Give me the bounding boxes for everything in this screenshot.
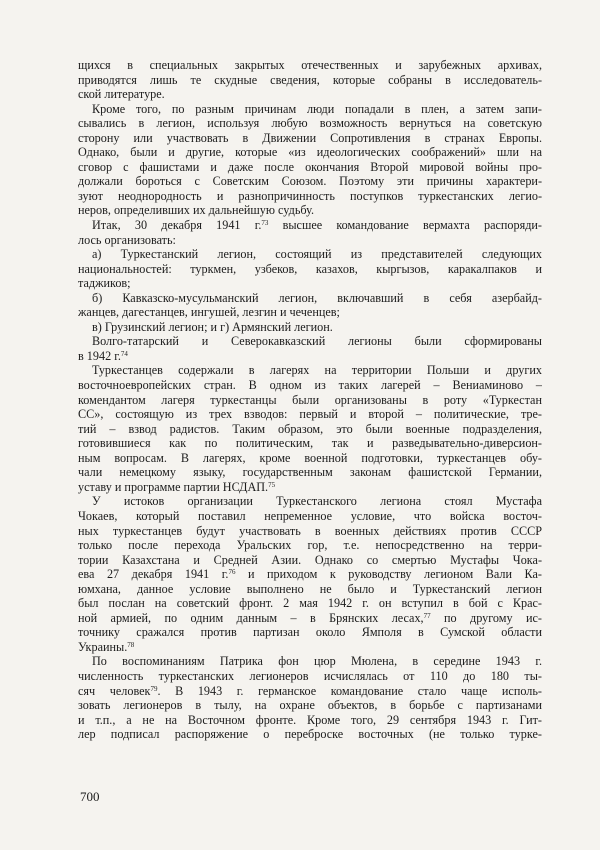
paragraph xyxy=(78,291,542,320)
line-text: уставу и программе партии НСДАП. xyxy=(78,479,269,494)
text-line xyxy=(78,378,542,393)
text-line xyxy=(78,509,542,524)
line-text: По воспоминаниям Патрика фон цюр Мюлена, в середине 1943 г. xyxy=(92,654,542,669)
footnote-ref: 75 xyxy=(268,480,276,489)
text-line xyxy=(78,262,542,277)
line-text: Итак, 30 декабря 1941 г. xyxy=(92,218,262,233)
line-text: национальностей: туркмен, узбеков, казахов, кыргызов, каракалпаков и xyxy=(78,261,542,276)
line-text: а) Туркестанский легион, состоящий из представителей следующих xyxy=(92,247,542,262)
text-line xyxy=(78,582,542,597)
line-text-continued: по другому ис- xyxy=(430,610,542,625)
line-text: зовать легионеров в тылу, на охране объектов, в борьбе с партизанами xyxy=(78,698,542,713)
paragraph xyxy=(78,334,542,363)
paragraph xyxy=(78,363,542,494)
paragraph xyxy=(78,58,542,102)
text-line xyxy=(78,291,542,306)
line-text: щихся в специальных закрытых отечественных и зарубежных архивах, xyxy=(78,58,542,72)
text-line xyxy=(78,393,542,408)
text-line xyxy=(78,160,542,175)
text-line xyxy=(78,640,542,655)
paragraph xyxy=(78,218,542,247)
footnote-ref: 73 xyxy=(261,219,269,228)
line-text: ным вопросам. В лагерях, кроме военной подготовки, туркестанцев обу- xyxy=(78,450,542,465)
line-text: юмхана, данное условие выполнено не было и Туркестанский легион xyxy=(78,581,542,596)
body-text xyxy=(78,58,542,742)
line-text: комендантом лагеря туркестанцы были организованы в роту «Туркестан xyxy=(78,392,542,407)
text-line xyxy=(78,538,542,553)
line-text: лось организовать: xyxy=(78,232,176,247)
text-line xyxy=(78,654,542,669)
text-line xyxy=(78,422,542,437)
line-text: тий – взвод радистов. Таким образом, это были военные подразделения, xyxy=(78,421,542,436)
text-line xyxy=(78,320,542,335)
text-line xyxy=(78,553,542,568)
footnote-ref: 74 xyxy=(120,349,128,358)
text-line xyxy=(78,465,542,480)
line-text: готовившиеся как по политическим, так и разведывательно-диверсион- xyxy=(78,436,542,451)
line-text: У истоков организации Туркестанского легиона стоял Мустафа xyxy=(92,494,542,509)
line-text: таджиков; xyxy=(78,276,131,291)
line-text: сторону или участвовать в Движении Сопротивления в странах Европы. xyxy=(78,130,542,145)
text-line xyxy=(78,87,542,102)
line-text: приводятся лишь те скудные сведения, которые собраны в исследователь- xyxy=(78,72,542,87)
line-text: только после перехода Уральских гор, т.е. непосредственно на терри- xyxy=(78,538,542,553)
line-text-continued: и приходом к руководству легионом Вали Ка- xyxy=(235,567,542,582)
text-line xyxy=(78,684,542,699)
text-line xyxy=(78,276,542,291)
text-line xyxy=(78,407,542,422)
text-line xyxy=(78,524,542,539)
text-line xyxy=(78,567,542,582)
text-line xyxy=(78,189,542,204)
text-line xyxy=(78,247,542,262)
line-text: восточноевропейских стран. В одном из таких лагерей – Вениаминово – xyxy=(78,378,542,393)
line-text: ной армией, по одним данным – в Брянских лесах, xyxy=(78,610,424,625)
line-text: СС», состоящую из трех взводов: первый и второй – политические, тре- xyxy=(78,407,542,422)
text-line xyxy=(78,334,542,349)
text-line xyxy=(78,363,542,378)
line-text: чали немецкому языку, государственным законам фашистской Германии, xyxy=(78,465,542,480)
text-line xyxy=(78,698,542,713)
paragraph xyxy=(78,494,542,654)
footnote-ref: 78 xyxy=(127,640,135,649)
line-text: неров, определивших их дальнейшую судьбу. xyxy=(78,203,315,218)
text-line xyxy=(78,451,542,466)
line-text: ской литературе. xyxy=(78,87,165,102)
text-line xyxy=(78,625,542,640)
text-line xyxy=(78,669,542,684)
text-line xyxy=(78,305,542,320)
line-text-continued: высшее командование вермахта распоряди- xyxy=(268,218,542,233)
text-line xyxy=(78,727,542,742)
line-text: лер подписал распоряжение о переброске восточных (не только турке- xyxy=(78,727,542,742)
line-text: сговор с фашистами и даже после окончания Второй мировой войны про- xyxy=(78,159,542,174)
line-text: численность туркестанских легионеров исчислялась от 110 до 180 ты- xyxy=(78,668,542,683)
line-text: точнику сражался против партизан около Ямполя в Сумской области xyxy=(78,625,542,640)
text-line xyxy=(78,58,542,73)
line-text: зуют неоднородность и разнопричинность поступков туркестанских легио- xyxy=(78,188,542,203)
paragraph xyxy=(78,102,542,218)
paragraph xyxy=(78,247,542,291)
text-line xyxy=(78,233,542,248)
text-line xyxy=(78,713,542,728)
paragraph xyxy=(78,654,542,741)
text-line xyxy=(78,494,542,509)
line-text: Однако, были и другие, которые «из идеологических соображений» шли на xyxy=(78,145,542,160)
line-text: Туркестанцев содержали в лагерях на территории Польши и других xyxy=(92,363,542,378)
paragraph xyxy=(78,320,542,335)
line-text: жанцев, дагестанцев, ингушей, лезгин и чеченцев; xyxy=(78,305,340,320)
line-text: сывались в легион, используя любую возможность вернуться на советскую xyxy=(78,116,542,131)
line-text: ных туркестанцев будут участвовать в военных действиях против СССР xyxy=(78,523,542,538)
footnote-ref: 79 xyxy=(150,684,158,693)
text-line xyxy=(78,116,542,131)
line-text: в) Грузинский легион; и г) Армянский легион. xyxy=(92,319,333,334)
line-text: Кроме того, по разным причинам люди попадали в плен, а затем запи- xyxy=(92,101,542,116)
text-line xyxy=(78,611,542,626)
line-text: тории Казахстана и Средней Азии. Однако со смертью Мустафы Чока- xyxy=(78,552,542,567)
line-text: Чокаев, который поставил непременное условие, что войска восточ- xyxy=(78,508,542,523)
text-line xyxy=(78,73,542,88)
text-line xyxy=(78,436,542,451)
text-line xyxy=(78,145,542,160)
footnote-ref: 76 xyxy=(228,568,236,577)
text-line xyxy=(78,349,542,364)
line-text-continued: . В 1943 г. германское командование стало чаще исполь- xyxy=(157,683,542,698)
line-text: сяч человек xyxy=(78,683,151,698)
line-text: Украины. xyxy=(78,639,128,654)
text-line xyxy=(78,480,542,495)
text-line xyxy=(78,174,542,189)
line-text: был послан на советский фронт. 2 мая 1942 г. он вступил в бой с Крас- xyxy=(78,596,542,611)
text-line xyxy=(78,131,542,146)
line-text: б) Кавказско-мусульманский легион, включавший в себя азербайд- xyxy=(92,290,542,305)
text-line xyxy=(78,203,542,218)
line-text: должали бороться с Советским Союзом. Поэтому эти причины характери- xyxy=(78,174,542,189)
text-line xyxy=(78,596,542,611)
line-text: в 1942 г. xyxy=(78,348,121,363)
line-text: и т.п., а не на Восточном фронте. Кроме того, 29 сентября 1943 г. Гит- xyxy=(78,712,542,727)
page-number: 700 xyxy=(80,789,100,804)
line-text: Волго-татарский и Северокавказский легионы были сформированы xyxy=(92,334,542,349)
text-line xyxy=(78,218,542,233)
line-text: ева 27 декабря 1941 г. xyxy=(78,567,229,582)
footnote-ref: 77 xyxy=(423,611,431,620)
text-line xyxy=(78,102,542,117)
